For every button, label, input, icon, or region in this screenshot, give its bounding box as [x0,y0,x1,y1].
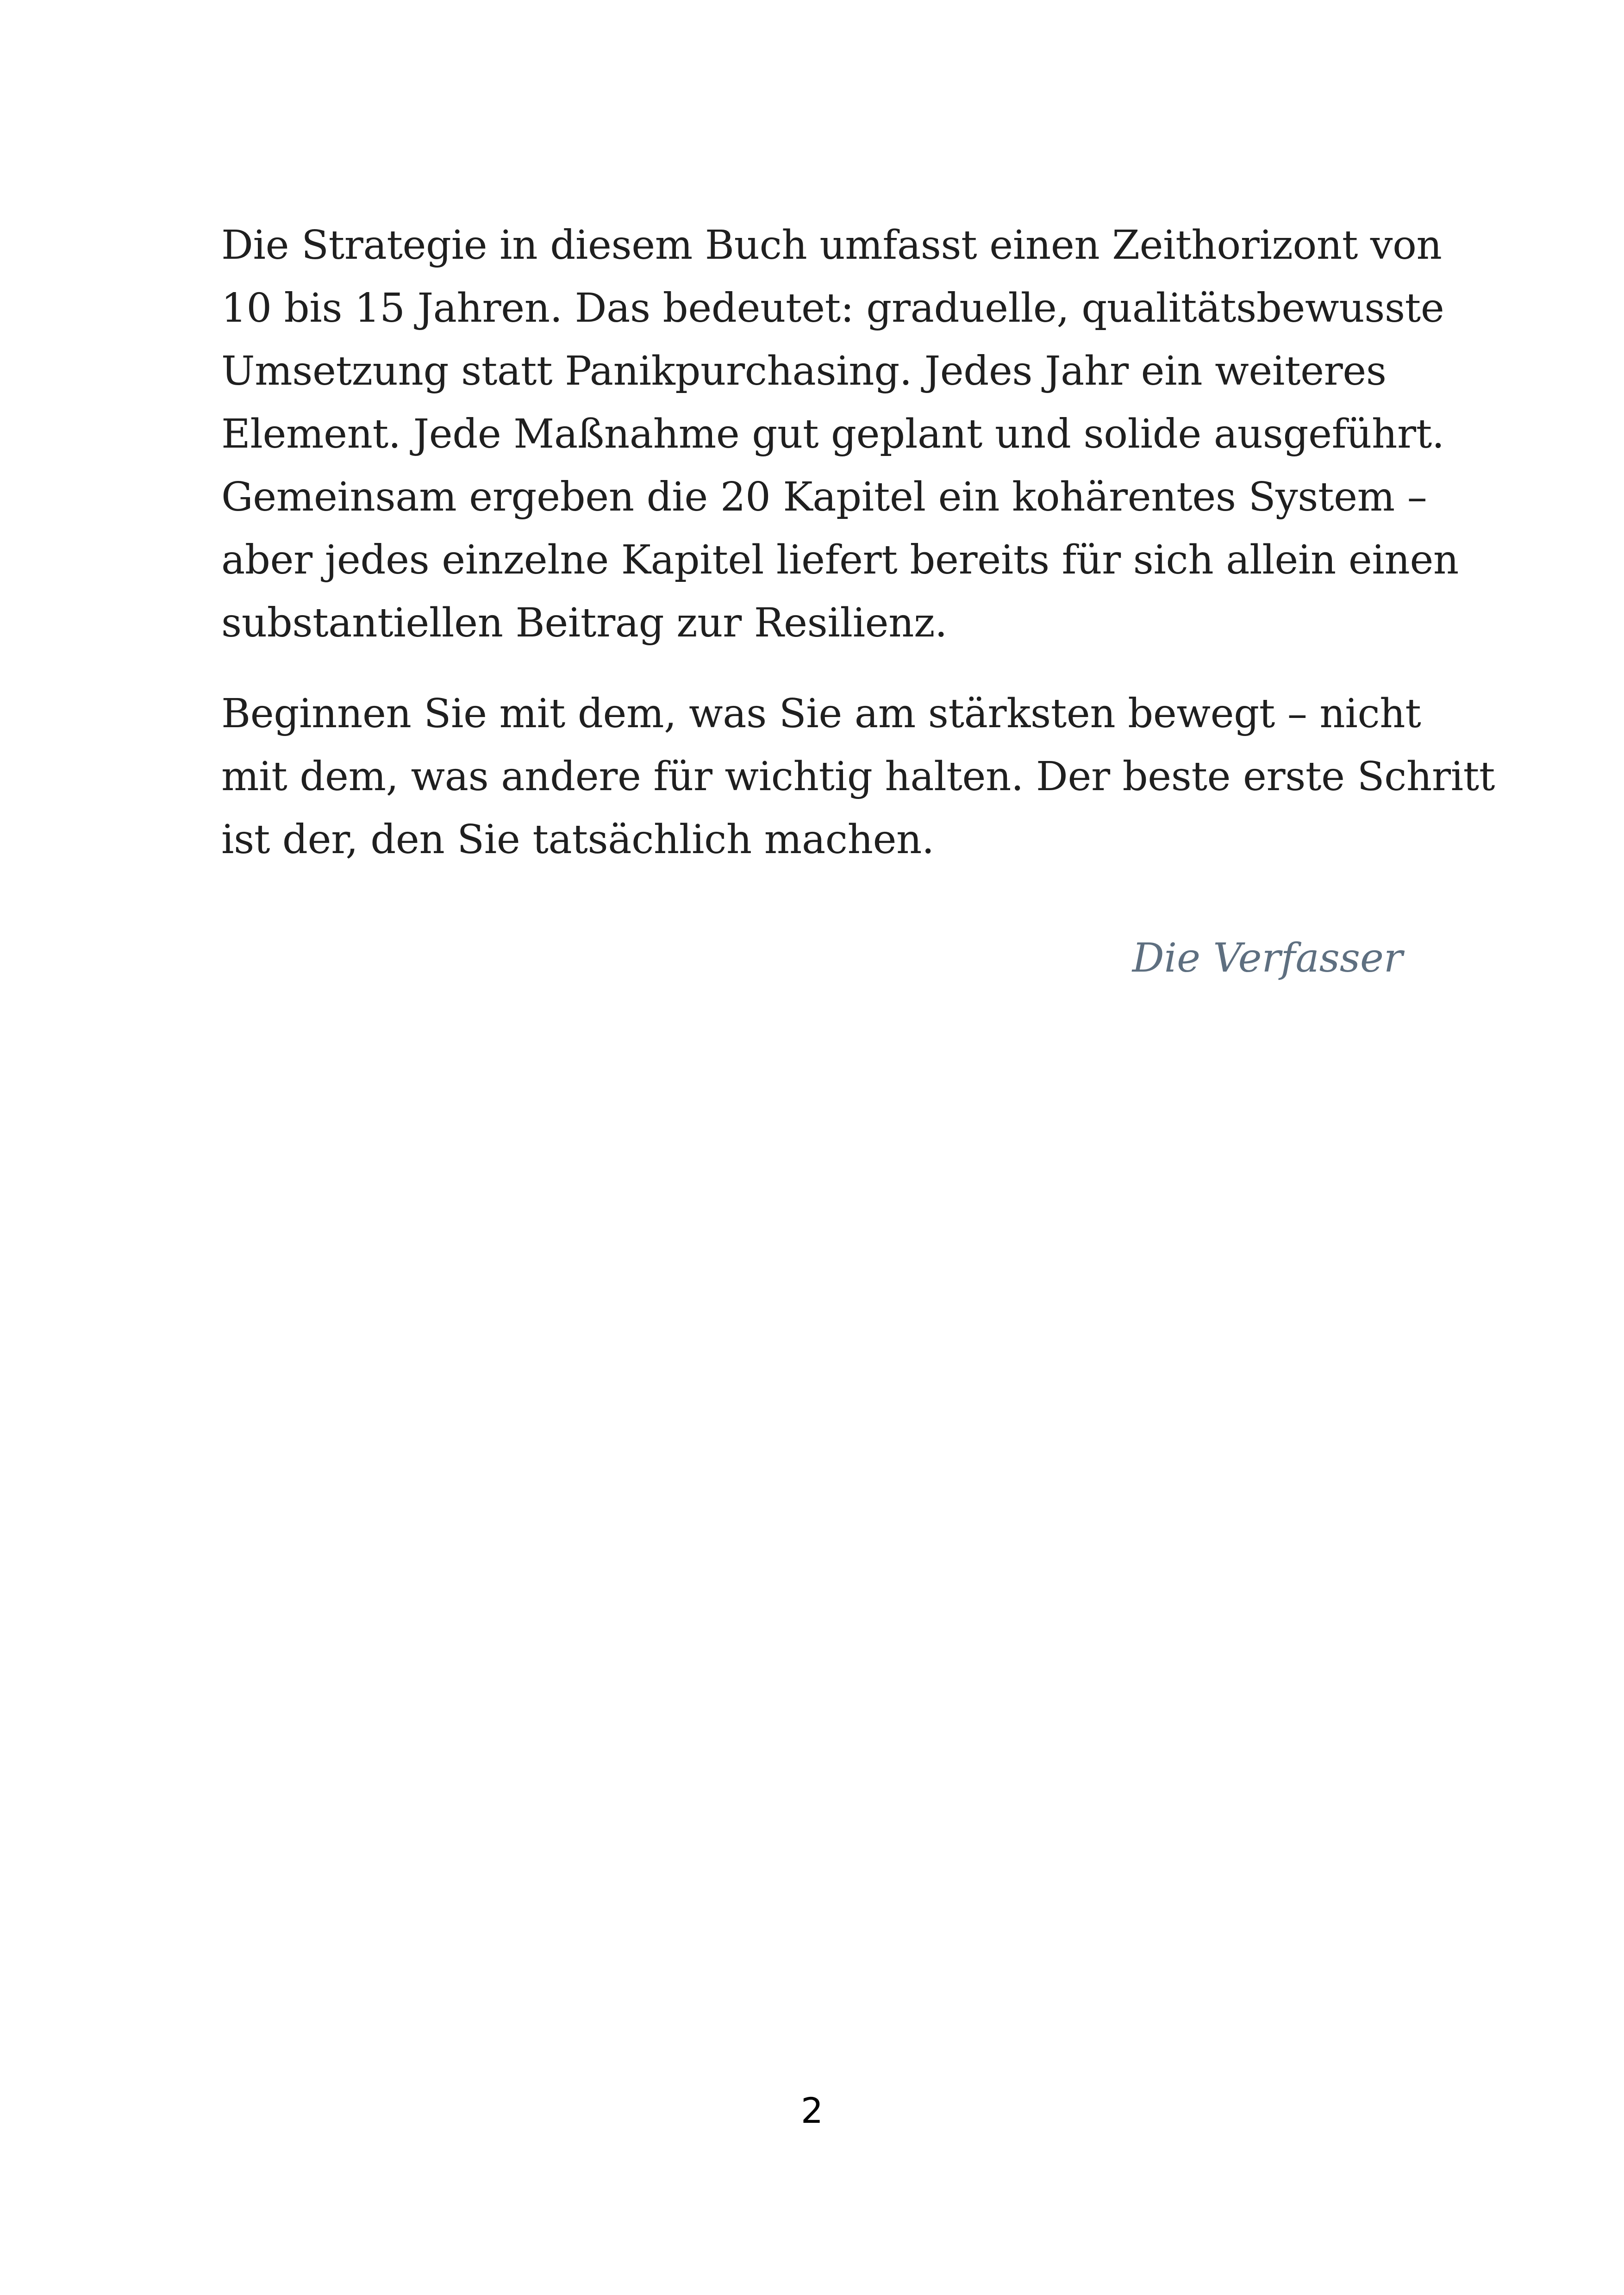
paragraph-line: mit dem, was andere für wichtig halten. Der beste erste Schritt [221,754,1495,800]
author-signature: Die Verfasser [1132,935,1403,981]
page-number: 2 [800,2090,824,2131]
paragraph-2 [221,682,1495,871]
paragraph-line: ist der, den Sie tatsächlich machen. [221,817,934,863]
paragraph-1 [221,214,1459,655]
paragraph-line: 10 bis 15 Jahren. Das bedeutet: graduelle, qualitätsbewusste [221,285,1444,331]
paragraph-line: Element. Jede Maßnahme gut geplant und solide ausgeführt. [221,411,1444,457]
paragraph-line: aber jedes einzelne Kapitel liefert bereits für sich allein einen [221,537,1459,583]
body-text [221,214,1495,871]
paragraph-line: Umsetzung statt Panikpurchasing. Jedes Jahr ein weiteres [221,348,1387,394]
paragraph-line: Gemeinsam ergeben die 20 Kapitel ein kohärentes System – [221,474,1427,520]
paragraph-spacer [221,655,1425,682]
paragraph-line: substantiellen Beitrag zur Resilienz. [221,600,948,646]
paragraph-line: Beginnen Sie mit dem, was Sie am stärksten bewegt – nicht [221,691,1421,737]
paragraph-line: Die Strategie in diesem Buch umfasst einen Zeithorizont von [221,222,1442,268]
